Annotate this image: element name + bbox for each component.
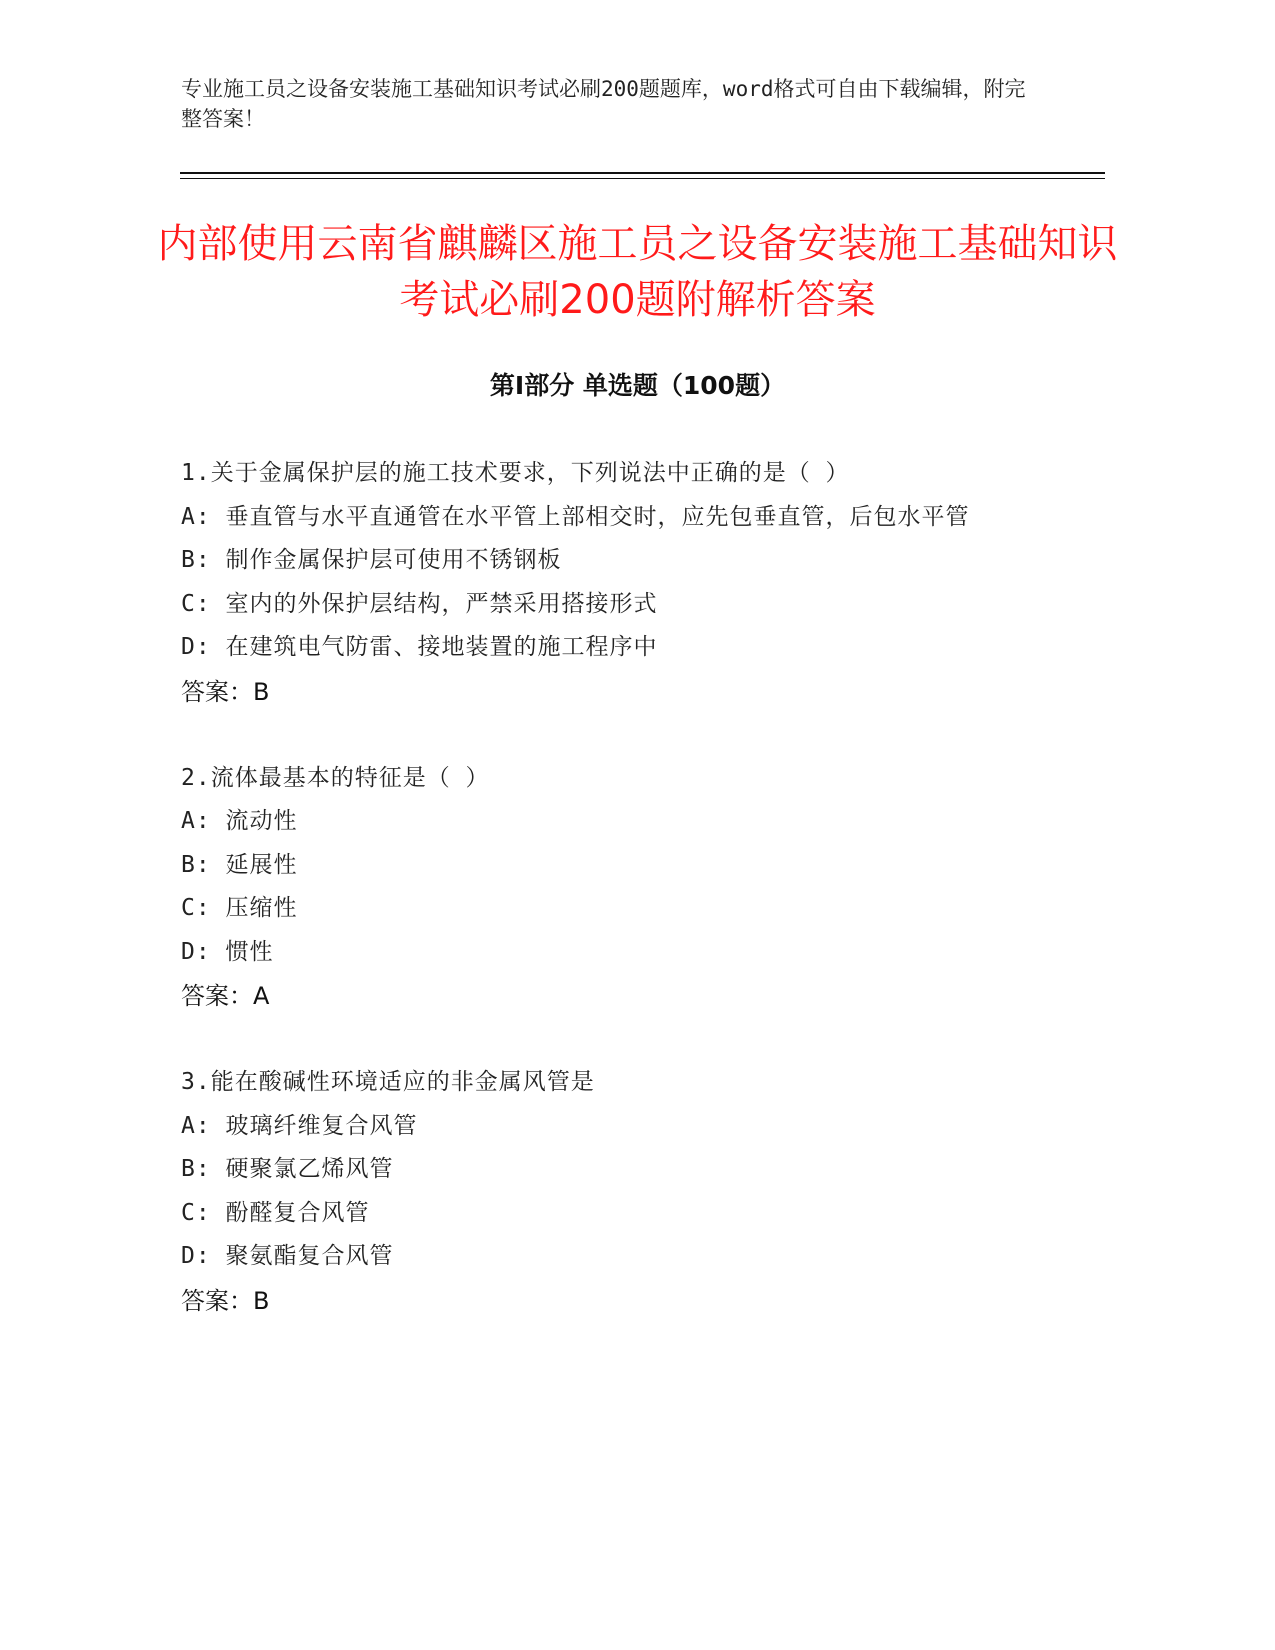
answer-label: 答案：B	[181, 1286, 270, 1315]
header-divider-thin	[180, 178, 1105, 179]
question-item	[181, 452, 1051, 714]
question-stem: 1.关于金属保护层的施工技术要求，下列说法中正确的是（ ）	[181, 460, 850, 486]
option-a: A: 垂直管与水平直通管在水平管上部相交时，应先包垂直管，后包水平管	[181, 503, 970, 530]
option-b: B: 延展性	[181, 851, 298, 878]
option-c: C: 室内的外保护层结构，严禁采用搭接形式	[181, 590, 658, 617]
option-d: D: 惯性	[181, 938, 274, 965]
question-item	[181, 1061, 1051, 1323]
question-item	[181, 757, 1051, 1019]
question-list	[181, 452, 1051, 1366]
document-title: 内部使用云南省麒麟区施工员之设备安装施工基础知识考试必刷200题附解析答案	[157, 221, 1118, 323]
option-b: B: 制作金属保护层可使用不锈钢板	[181, 547, 562, 573]
option-a: A: 玻璃纤维复合风管	[181, 1112, 418, 1139]
option-a: A: 流动性	[181, 808, 298, 834]
option-d: D: 聚氨酯复合风管	[181, 1243, 394, 1269]
header-note: 专业施工员之设备安装施工基础知识考试必刷200题题库，word格式可自由下载编辑，附完整答案！	[181, 77, 1026, 131]
option-b: B: 硬聚氯乙烯风管	[181, 1156, 394, 1182]
option-c: C: 酚醛复合风管	[181, 1199, 370, 1226]
option-c: C: 压缩性	[181, 895, 298, 921]
question-stem: 3.能在酸碱性环境适应的非金属风管是	[181, 1069, 595, 1095]
question-stem: 2.流体最基本的特征是（ ）	[181, 764, 490, 791]
section-title: 第Ⅰ部分 单选题（100题）	[489, 371, 786, 400]
answer-label: 答案：B	[181, 677, 270, 706]
option-d: D: 在建筑电气防雷、接地装置的施工程序中	[181, 634, 658, 660]
header-divider-thick	[180, 172, 1105, 174]
answer-label: 答案：A	[181, 982, 270, 1010]
